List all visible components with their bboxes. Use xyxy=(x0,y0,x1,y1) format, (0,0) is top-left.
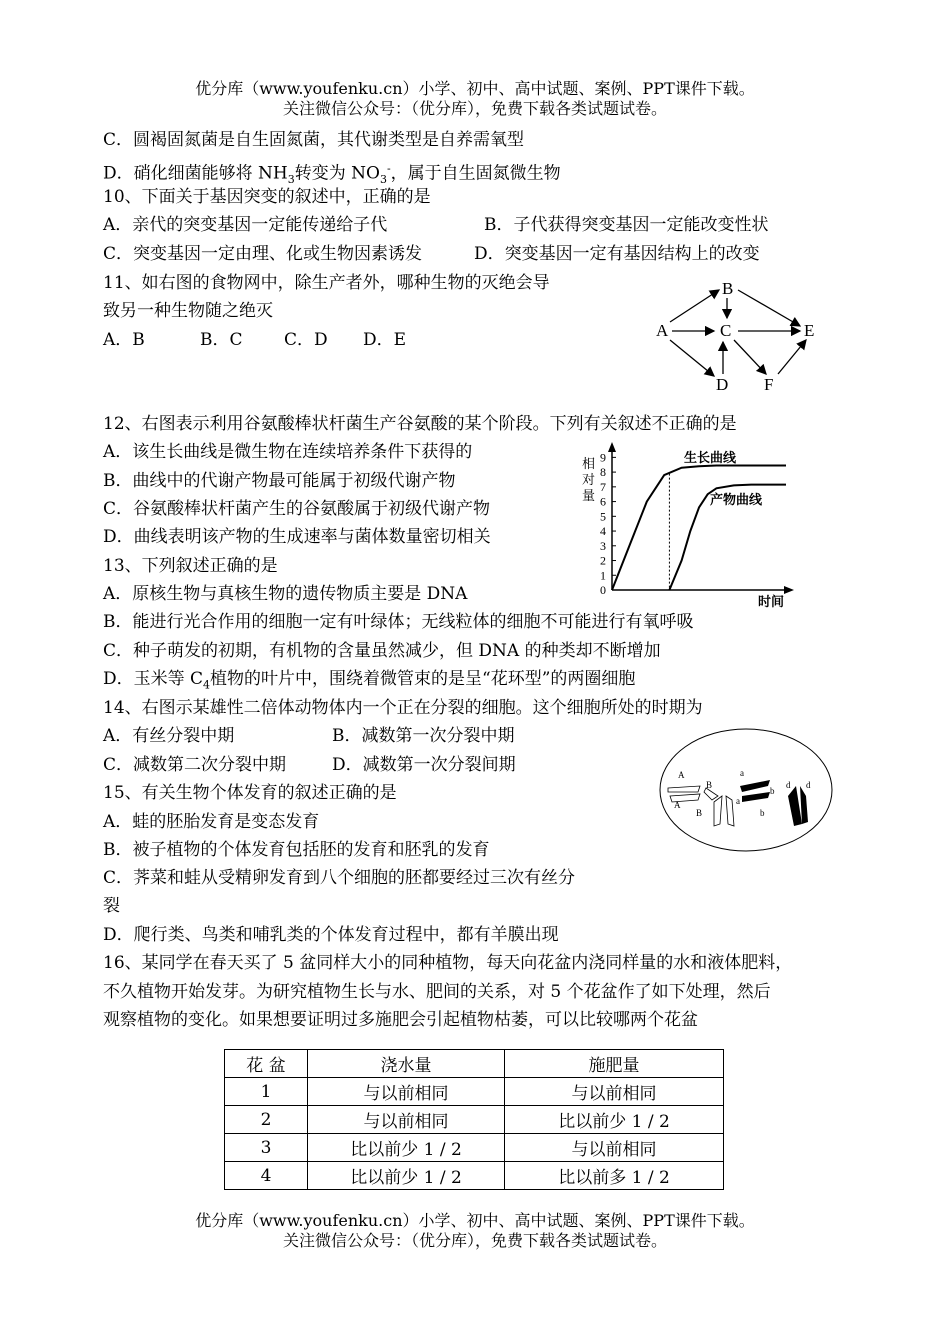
chart-ylabel-1: 相 xyxy=(582,456,596,471)
q13-option-d-text: D．玉米等 C xyxy=(103,669,204,689)
q9-option-d-text2: 转变为 NO xyxy=(294,163,380,184)
food-web-node-e: E xyxy=(804,321,815,340)
q15-option-d: D．爬行类、鸟类和哺乳类的个体发育过程中，都有羊膜出现 xyxy=(103,925,559,945)
chart-legend-product: 产物曲线 xyxy=(710,492,763,507)
q14-option-d: D．减数第一次分裂间期 xyxy=(332,755,516,775)
q13-option-b: B．能进行光合作用的细胞一定有叶绿体；无线粒体的细胞不可能进行有氧呼吸 xyxy=(103,612,694,632)
q11-option-a: A．B xyxy=(103,330,145,350)
chart-y-tick-label: 5 xyxy=(600,509,606,524)
table-row xyxy=(225,1078,724,1106)
page-header-line2: 关注微信公众号：（优分库），免费下载各类试题试卷。 xyxy=(282,99,667,118)
allele-label-d-2: d xyxy=(806,780,811,790)
food-web-node-c: C xyxy=(720,321,732,340)
table-cell: 比以前少 1 / 2 xyxy=(308,1134,505,1162)
chart-xlabel: 时间 xyxy=(758,594,785,609)
arrow-b-to-e xyxy=(738,290,800,326)
table-cell: 与以前相同 xyxy=(505,1078,724,1106)
chart-legend-growth: 生长曲线 xyxy=(684,450,737,465)
table-cell: 2 xyxy=(225,1106,308,1134)
chart-y-ticks xyxy=(600,450,616,597)
allele-label-a-lower-2: a xyxy=(736,796,740,806)
q9-option-c: C．圆褐固氮菌是自生固氮菌，其代谢类型是自养需氧型 xyxy=(103,130,525,150)
q9-no3-subscript: 3 xyxy=(379,173,387,187)
food-web-node-b: B xyxy=(722,279,734,298)
allele-label-a-upper-1: A xyxy=(678,770,685,780)
q11-stem-line2: 致另一种生物随之绝灭 xyxy=(103,301,273,321)
arrow-f-to-e xyxy=(778,340,806,374)
q9-nh3-subscript: 3 xyxy=(287,173,295,187)
growth-chart xyxy=(572,440,802,612)
q10-option-c: C．突变基因一定由理、化或生物因素诱发 xyxy=(103,244,423,264)
allele-label-b-upper-2: B xyxy=(696,808,703,818)
q16-stem-line1: 16、某同学在春天买了 5 盆同样大小的同种植物，每天向花盆内浇同样量的水和液体肥料， xyxy=(103,953,793,973)
q10-stem: 10、下面关于基因突变的叙述中，正确的是 xyxy=(103,187,431,207)
allele-label-b-lower-2: b xyxy=(760,808,765,818)
q9-option-d-text: D．硝化细菌能够将 NH xyxy=(103,163,288,184)
table-header-water: 浇水量 xyxy=(308,1050,505,1078)
q12-option-b: B．曲线中的代谢产物最可能属于初级代谢产物 xyxy=(103,471,456,491)
arrow-a-to-d xyxy=(670,340,714,376)
table-cell: 4 xyxy=(225,1162,308,1190)
chart-x-axis-arrow xyxy=(784,586,794,594)
table-row xyxy=(225,1134,724,1162)
q15-option-c-line1: C．荠菜和蛙从受精卵发育到八个细胞的胚都要经过三次有丝分 xyxy=(103,868,576,888)
food-web-node-a: A xyxy=(656,321,669,340)
chart-y-tick-label: 4 xyxy=(600,524,606,539)
food-web-diagram xyxy=(650,278,830,396)
q16-stem-line3: 观察植物的变化。如果想要证明过多施肥会引起植物枯萎，可以比较哪两个花盆 xyxy=(103,1010,698,1030)
table-cell: 与以前相同 xyxy=(308,1078,505,1106)
q11-stem-line1: 11、如右图的食物网中，除生产者外，哪种生物的灭绝会导 xyxy=(103,273,550,293)
allele-label-a-lower-1: a xyxy=(740,768,744,778)
q15-option-a: A．蛙的胚胎发育是变态发育 xyxy=(103,812,320,832)
q12-option-d: D．曲线表明该产物的生成速率与菌体数量密切相关 xyxy=(103,527,491,547)
chart-y-axis-arrow xyxy=(608,442,616,452)
arrow-a-to-b xyxy=(670,290,719,322)
q9-option-d-text3: ，属于自生固氮微生物 xyxy=(390,163,561,184)
q12-option-c: C．谷氨酸棒状杆菌产生的谷氨酸属于初级代谢产物 xyxy=(103,499,491,519)
table-header-pot: 花 盆 xyxy=(225,1050,308,1078)
q15-option-b: B．被子植物的个体发育包括胚的发育和胚乳的发育 xyxy=(103,840,490,860)
chart-ylabel-2: 对 xyxy=(582,472,596,487)
table-cell: 1 xyxy=(225,1078,308,1106)
q13-c4-subscript: 4 xyxy=(203,678,211,692)
table-cell: 比以前少 1 / 2 xyxy=(308,1162,505,1190)
q13-option-d-text2: 植物的叶片中，围绕着微管束的是呈“花环型”的两圈细胞 xyxy=(210,669,636,689)
q10-option-b: B．子代获得突变基因一定能改变性状 xyxy=(484,215,769,235)
arrow-c-to-f xyxy=(734,340,766,374)
chart-y-tick-label: 0 xyxy=(600,583,606,597)
allele-label-d-1: d xyxy=(786,780,791,790)
food-web-node-d: D xyxy=(716,375,729,394)
chart-y-tick-label: 7 xyxy=(600,479,606,494)
table-cell: 比以前多 1 / 2 xyxy=(505,1162,724,1190)
q13-stem: 13、下列叙述正确的是 xyxy=(103,556,278,576)
q10-option-d: D．突变基因一定有基因结构上的改变 xyxy=(474,244,760,264)
q14-stem: 14、右图示某雄性二倍体动物体内一个正在分裂的细胞。这个细胞所处的时期为 xyxy=(103,698,703,718)
table-cell: 与以前相同 xyxy=(308,1106,505,1134)
q12-option-a: A．该生长曲线是微生物在连续培养条件下获得的 xyxy=(103,442,473,462)
q13-option-c: C．种子萌发的初期，有机物的含量虽然减少，但 DNA 的种类却不断增加 xyxy=(103,641,661,661)
q10-option-a: A．亲代的突变基因一定能传递给子代 xyxy=(103,215,388,235)
allele-label-a-upper-2: A xyxy=(674,800,681,810)
chart-y-tick-label: 1 xyxy=(600,568,606,583)
chromosome-white-pair xyxy=(714,796,734,826)
table-cell: 3 xyxy=(225,1134,308,1162)
chart-y-tick-label: 2 xyxy=(600,553,606,568)
dividing-cell-diagram xyxy=(656,726,836,854)
q9-option-d xyxy=(103,159,561,190)
q13-option-d xyxy=(103,669,635,695)
table-header-fertilizer: 施肥量 xyxy=(505,1050,724,1078)
chart-y-tick-label: 8 xyxy=(600,465,606,480)
q14-option-a: A．有丝分裂中期 xyxy=(103,726,235,746)
table-row xyxy=(225,1162,724,1190)
page-header-line1: 优分库（www.youfenku.cn）小学、初中、高中试题、案例、PPT课件下载。 xyxy=(195,79,755,98)
table-cell: 与以前相同 xyxy=(505,1134,724,1162)
q15-stem: 15、有关生物个体发育的叙述正确的是 xyxy=(103,783,397,803)
chart-y-tick-label: 9 xyxy=(600,450,606,465)
q16-flowerpot-table xyxy=(224,1049,724,1190)
q11-option-d: D．E xyxy=(363,330,407,350)
q14-option-b: B．减数第一次分裂中期 xyxy=(332,726,515,746)
q14-option-c: C．减数第二次分裂中期 xyxy=(103,755,287,775)
q13-option-a: A．原核生物与真核生物的遗传物质主要是 DNA xyxy=(103,584,468,604)
allele-label-b-upper-1: B xyxy=(706,780,713,790)
q16-stem-line2: 不久植物开始发芽。为研究植物生长与水、肥间的关系，对 5 个花盆作了如下处理，然后 xyxy=(103,982,771,1002)
chart-ylabel-3: 量 xyxy=(582,488,596,503)
q11-option-c: C．D xyxy=(284,330,328,350)
allele-label-b-lower-1: b xyxy=(770,786,775,796)
table-cell: 比以前少 1 / 2 xyxy=(505,1106,724,1134)
q12-stem: 12、右图表示利用谷氨酸棒状杆菌生产谷氨酸的某个阶段。下列有关叙述不正确的是 xyxy=(103,414,737,434)
table-header-row xyxy=(225,1050,724,1078)
food-web-node-f: F xyxy=(764,375,774,394)
q11-option-b: B．C xyxy=(200,330,243,350)
page-footer-line1: 优分库（www.youfenku.cn）小学、初中、高中试题、案例、PPT课件下载。 xyxy=(195,1211,755,1230)
table-row xyxy=(225,1106,724,1134)
q15-option-c-line2: 裂 xyxy=(103,896,120,916)
page-footer-line2: 关注微信公众号：（优分库），免费下载各类试题试卷。 xyxy=(282,1231,667,1250)
chart-y-tick-label: 6 xyxy=(600,494,606,509)
chart-y-tick-label: 3 xyxy=(600,538,606,553)
q9-no3-superscript: - xyxy=(386,162,391,175)
